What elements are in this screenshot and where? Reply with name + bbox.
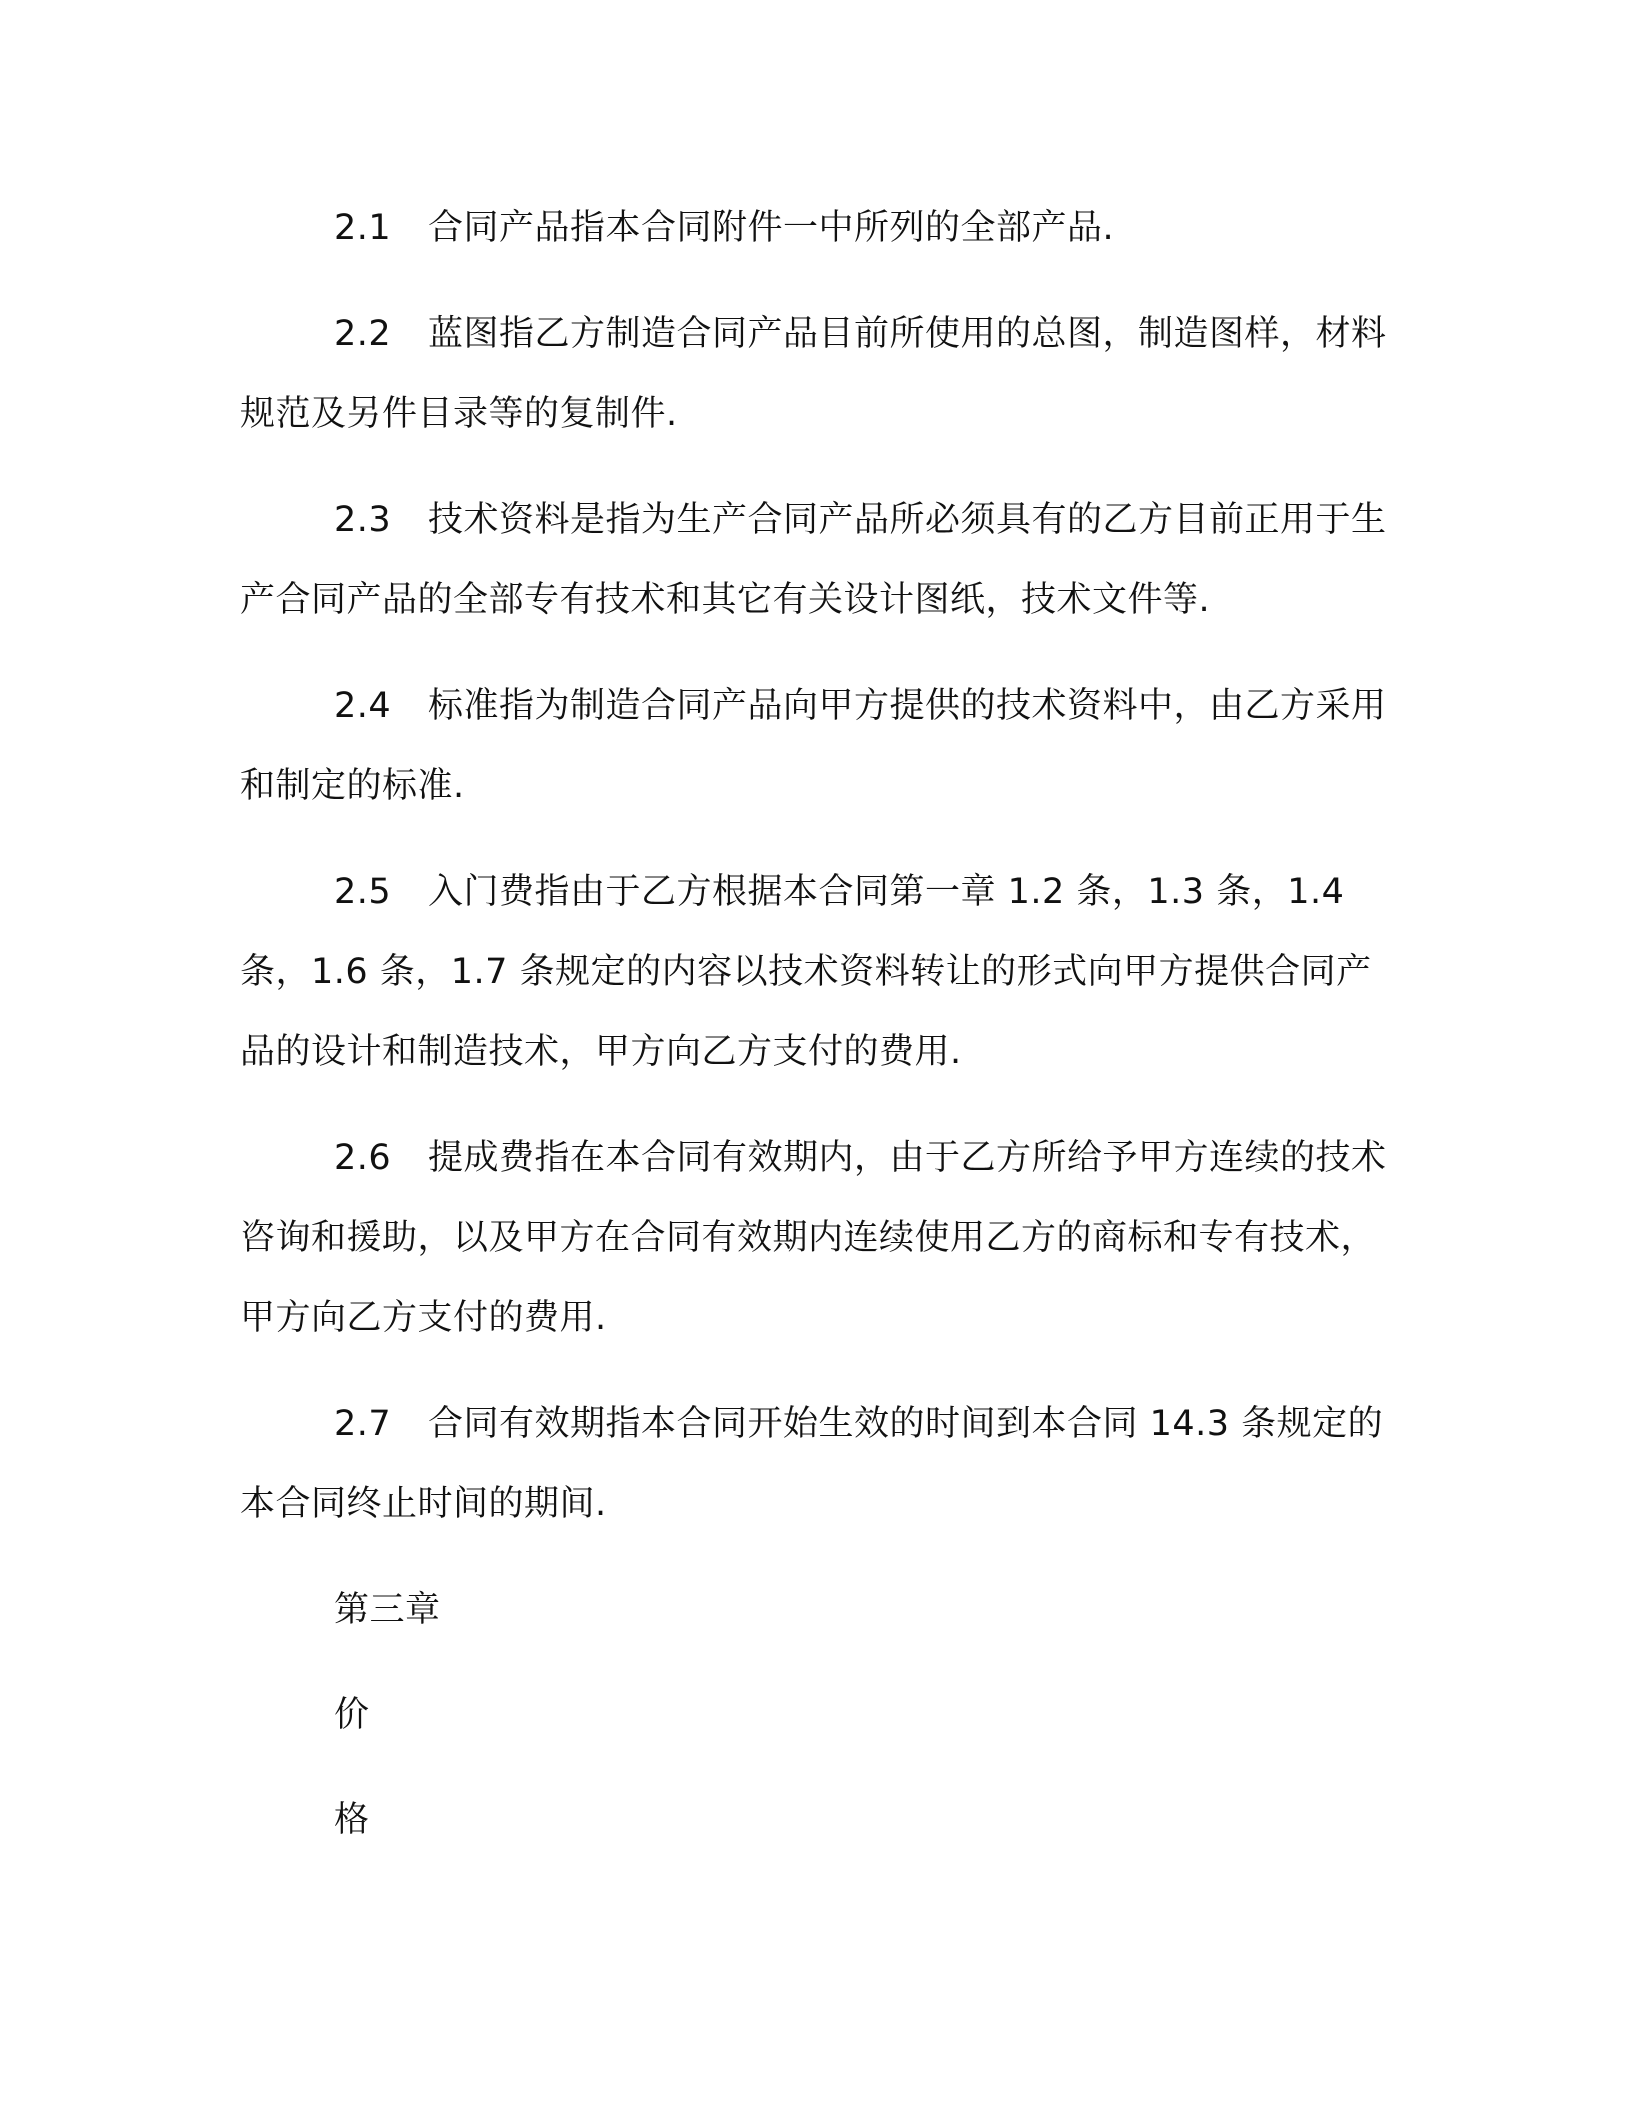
clause-text: 合同有效期指本合同开始生效的时间到本合同 14.3 条规定的本合同终止时间的期间.: [240, 1404, 1384, 1524]
clause-2-1: [240, 188, 1390, 268]
clause-2-2: [240, 294, 1390, 454]
clause-number: 2.1: [334, 208, 392, 248]
clause-number: 2.3: [334, 500, 392, 540]
clause-text: 技术资料是指为生产合同产品所必须具有的乙方目前正用于生产合同产品的全部专有技术和其它有关设计图纸，技术文件等.: [240, 500, 1387, 620]
section-title-line-1: 价: [334, 1695, 370, 1735]
clause-number: 2.6: [334, 1138, 392, 1178]
clause-text: 合同产品指本合同附件一中所列的全部产品.: [428, 208, 1115, 248]
clause-number: 2.7: [334, 1404, 392, 1444]
clause-number: 2.5: [334, 872, 392, 912]
clause-2-5: [240, 852, 1390, 1092]
clause-2-3: [240, 480, 1390, 640]
clause-2-6: [240, 1118, 1390, 1358]
clause-number: 2.2: [334, 314, 392, 354]
clause-text: 蓝图指乙方制造合同产品目前所使用的总图，制造图样，材料规范及另件目录等的复制件.: [240, 314, 1387, 434]
document-body: [240, 188, 1390, 1885]
section-title-line-2: 格: [334, 1800, 370, 1840]
clause-2-4: [240, 666, 1390, 826]
chapter-heading-block: [240, 1570, 1390, 1860]
clause-text: 入门费指由于乙方根据本合同第一章 1.2 条，1.3 条，1.4 条，1.6 条，1.7 条规定的内容以技术资料转让的形式向甲方提供合同产品的设计和制造技术，甲方向乙方支付的费用.: [240, 872, 1372, 1072]
clause-number: 2.4: [334, 686, 392, 726]
chapter-title: 第三章: [334, 1590, 441, 1630]
clause-text: 提成费指在本合同有效期内，由于乙方所给予甲方连续的技术咨询和援助，以及甲方在合同有效期内连续使用乙方的商标和专有技术，甲方向乙方支付的费用.: [240, 1138, 1387, 1338]
clause-text: 标准指为制造合同产品向甲方提供的技术资料中，由乙方采用和制定的标准.: [240, 686, 1387, 806]
clause-2-7: [240, 1384, 1390, 1544]
